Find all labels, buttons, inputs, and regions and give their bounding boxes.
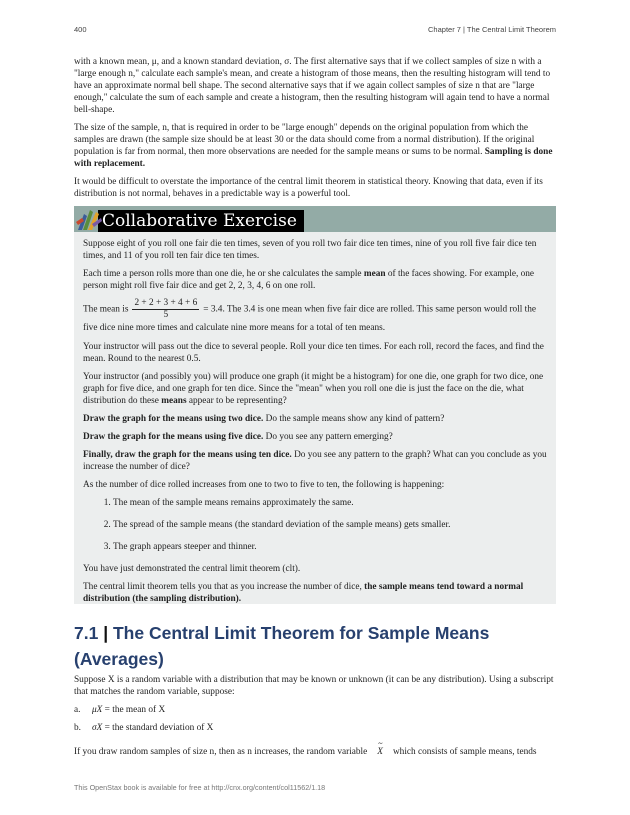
section-heading: 7.1 | The Central Limit Theorem for Sample Means (Averages)	[74, 623, 490, 669]
collab-paragraph-11: The central limit theorem tells you that as you increase the number of dice, the sample means tend toward a normal distribution (the sampling distribution).	[83, 582, 524, 604]
collab-paragraph-7: Draw the graph for the means using five dice. Do you see any pattern emerging?	[83, 432, 393, 442]
collab-paragraph-6: Draw the graph for the means using two dice. Do the sample means show any kind of pattern?	[83, 414, 445, 424]
collaborative-exercise-box	[74, 206, 556, 604]
intro-paragraph-1: with a known mean, μ, and a known standard deviation, σ. The first alternative says that if we collect samples of size n with a "large enough n," calculate each sample's mean, and create a histogram of those means, then the resulting histogram will tend to have an approximate normal bell shape. The second alternative says that if we again collect samples of size n that are "large enough," calculate the sum of each sample and create a histogram, then the resulting histogram will again tend to have a normal bell-shape.	[74, 57, 551, 115]
dice-observations-list	[83, 497, 548, 553]
collaborative-exercise-body	[83, 238, 548, 611]
section-body	[74, 674, 556, 764]
x-bar-symbol: ~ X	[377, 739, 383, 757]
hands-icon	[74, 202, 104, 234]
list-item: 3. The graph appears steeper and thinner.	[113, 541, 548, 553]
intro-paragraph-2: The size of the sample, n, that is required in order to be "large enough" depends on the original population from which the samples are drawn (the sample size should be at least 30 or the data should come from a normal distribution). If the original population is far from normal, then more observations are needed for the sample means or sums to be normal. Sampling is done with replacement.	[74, 123, 553, 169]
list-item: 2. The spread of the sample means (the standard deviation of the sample means) gets smaller.	[113, 519, 548, 531]
mean-fraction: $\frac{2 + 2 + 3 + 4 + 6}{5}$	[134, 298, 198, 320]
section-paragraph-2: If you draw random samples of size n, then as n increases, the random variable ~ X which consists of sample means, tends	[74, 739, 537, 757]
intro-paragraph-3: It would be difficult to overstate the importance of the central limit theorem in statistical theory. Knowing that data, even if its distribution is not normal, behaves in a predictable way is a powerful tool.	[74, 177, 543, 199]
section-paragraph-1: Suppose X is a random variable with a distribution that may be known or unknown (it can be any distribution). Using a subscript that matches the random variable, suppose:	[74, 675, 554, 697]
page-footer: This OpenStax book is available for free at http://cnx.org/content/col11562/1.18	[74, 783, 326, 792]
page-header	[74, 25, 556, 37]
list-item: 1. The mean of the sample means remains approximately the same.	[113, 497, 548, 509]
list-item: a. μX = the mean of X	[74, 705, 166, 715]
collab-paragraph-8: Finally, draw the graph for the means using ten dice. Do you see any pattern to the graph? What can you conclude as you increase the number of dice?	[83, 450, 547, 472]
collab-paragraph-1: Suppose eight of you roll one fair die ten times, seven of you roll two fair dice ten times, nine of you roll five fair dice ten times, and 11 of you roll ten fair dice ten times.	[83, 239, 537, 261]
definitions-list	[74, 704, 556, 734]
collab-paragraph-10: You have just demonstrated the central limit theorem (clt).	[83, 564, 301, 574]
collab-paragraph-4: Your instructor will pass out the dice to several people. Roll your dice ten times. For each roll, record the faces, and find the mean. Round to the nearest 0.5.	[83, 342, 544, 364]
page-number: 400	[74, 25, 87, 34]
collab-paragraph-5: Your instructor (and possibly you) will produce one graph (it might be a histogram) for one die, one graph for two dice, one graph for five dice, and one graph for ten dice. Since the "mean" when you roll one die is just the face on the die, what distribution do these means appear to be representing?	[83, 372, 544, 406]
collaborative-exercise-label: Collaborative Exercise	[98, 210, 304, 232]
list-item: b. σX = the standard deviation of X	[74, 723, 214, 733]
collab-paragraph-2: Each time a person rolls more than one die, he or she calculates the sample mean of the faces showing. For example, one person might roll five fair dice and get 2, 2, 3, 4, 6 on one roll.	[83, 269, 535, 291]
intro-text	[74, 56, 556, 206]
chapter-title: Chapter 7 | The Central Limit Theorem	[428, 25, 556, 34]
collab-paragraph-9: As the number of dice rolled increases from one to two to five to ten, the following is happening:	[83, 480, 445, 490]
collab-paragraph-3: The mean is $\frac{2 + 2 + 3 + 4 + 6}{5}$ = 3.4. The 3.4 is one mean when five fair dice are rolled. This same person would roll the five dice nine more times and calculate nine more means for a total of ten means.	[83, 298, 537, 333]
